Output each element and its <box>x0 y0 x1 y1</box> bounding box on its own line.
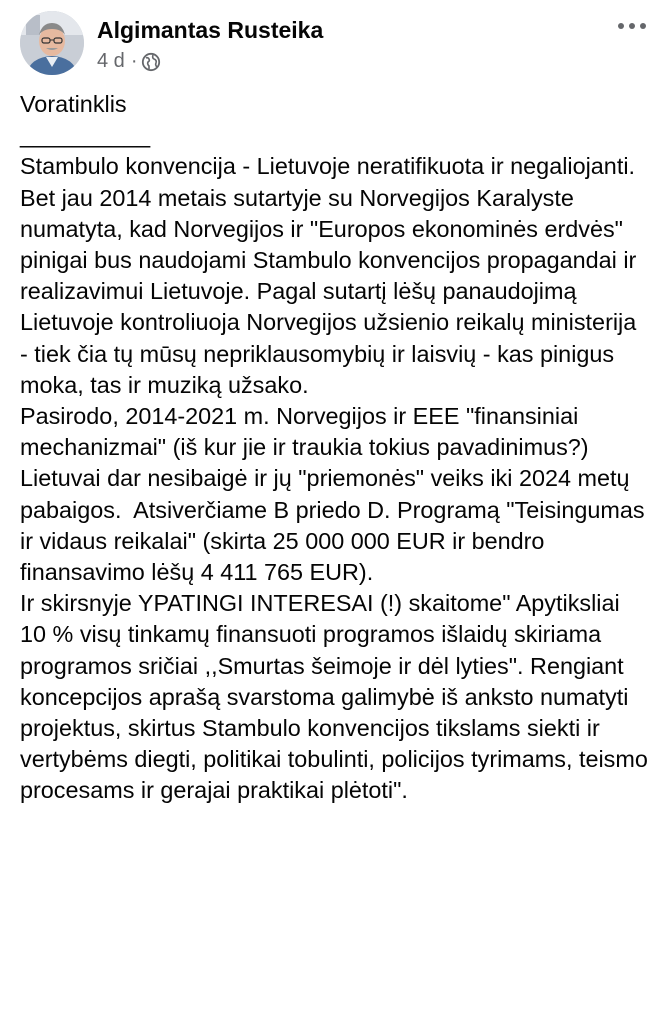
avatar-photo <box>20 11 84 75</box>
author-name[interactable]: Algimantas Rusteika <box>97 17 324 43</box>
post-meta <box>97 50 161 73</box>
post-paragraph: Ir skirsnyje YPATINGI INTERESAI (!) skaitome" Apytiksliai 10 % visų tinkamų finansuoti programos išlaidų skiriama programos sričiai ,,Smurtas šeimoje ir dėl lyties". Rengiant koncepcijos aprašą svarstoma galimybė iš anksto numatyti projektus, skirtus Stambulo konvencijos tikslams siekti ir vertybėms diegti, politikai tobulinti, policijos tyrimams, teismo procesams ir gerajai praktikai plėtoti". <box>20 590 661 804</box>
more-horizontal-icon[interactable] <box>615 14 649 38</box>
post-time[interactable]: 4 d <box>97 50 125 72</box>
post-paragraph: Stambulo konvencija - Lietuvoje neratifikuota ir negaliojanti. Bet jau 2014 metais sutartyje su Norvegijos Karalyste numatyta, kad Norvegijos ir "Europos ekonominės erdvės" pinigai bus naudojami Stambulo konvencijos propagandai ir realizavimui Lietuvoje. Pagal sutartį lėšų panaudojimą Lietuvoje kontroliuoja Norvegijos užsienio reikalų ministerija - tiek čia tų mūsų nepriklausomybių ir laisvių - kas pinigus moka, tas ir muziką užsako. <box>20 153 650 398</box>
author-avatar[interactable] <box>20 11 84 75</box>
post-paragraph: Pasirodo, 2014-2021 m. Norvegijos ir EEE "finansiniai mechanizmai" (iš kur jie ir traukia tokius pavadinimus?) Lietuvai dar nesibaigė ir jų "priemonės" veiks iki 2024 metų pabaigos. Atsiverčiame B priedo D. Programą "Teisingumas ir vidaus reikalai" (skirta 25 000 000 EUR ir bendro finansavimo lėšų 4 411 765 EUR). <box>20 403 652 586</box>
meta-separator: · <box>130 50 138 72</box>
post-title-line: Voratinklis <box>20 91 127 117</box>
post-body <box>20 89 661 807</box>
post-header <box>0 0 663 84</box>
post-rule-line: __________ <box>20 122 151 149</box>
globe-icon[interactable] <box>141 52 161 72</box>
